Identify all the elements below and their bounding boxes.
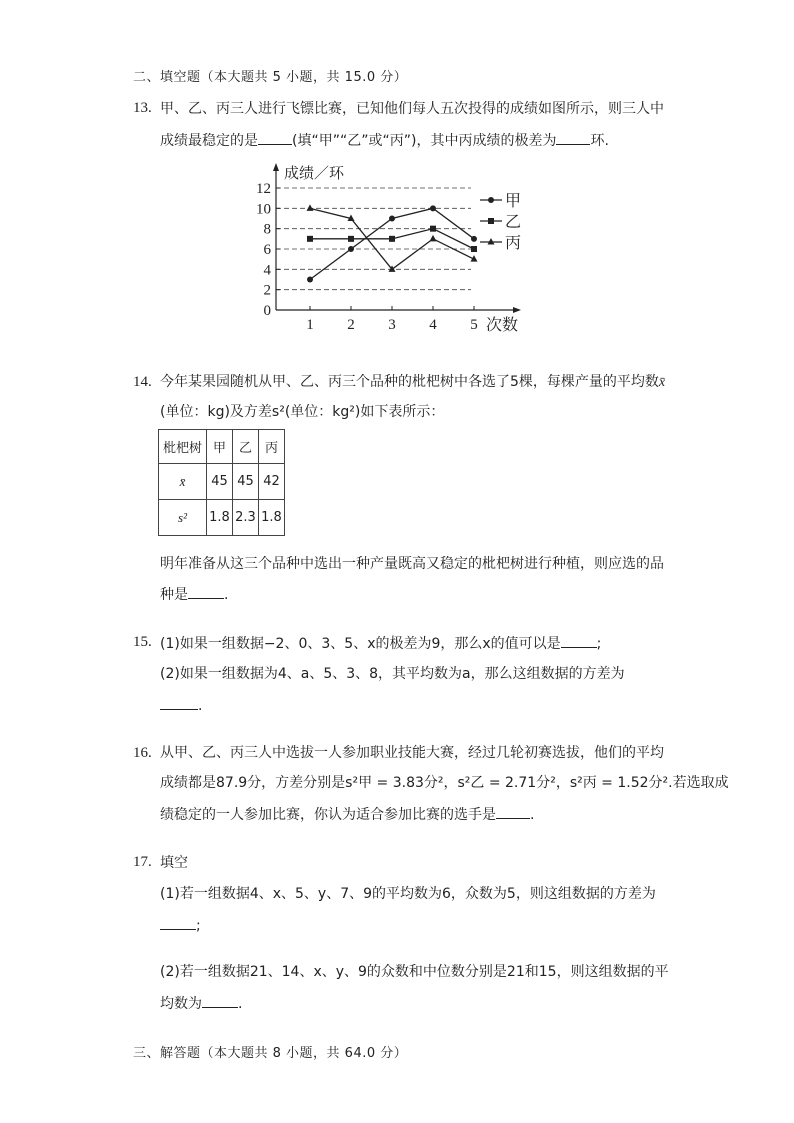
q16-line-3 bbox=[160, 804, 534, 825]
q15-line-3-end: . bbox=[198, 698, 203, 714]
q13-answer-blank-2[interactable] bbox=[556, 130, 590, 145]
loquat-yield-table bbox=[158, 429, 285, 536]
data-point bbox=[348, 236, 354, 242]
q14-line-3: 明年准备从这三个品种中选出一种产量既高又稳定的枇杷树进行种植，则应选的品 bbox=[160, 556, 664, 572]
x-tick-label: 4 bbox=[429, 317, 437, 333]
q17-part1-line-1: (1)若一组数据4、x、5、y、7、9的平均数为6，众数为5，则这组数据的方差为 bbox=[160, 886, 656, 902]
section-2-header: 二、填空题（本大题共 5 小题，共 15.0 分） bbox=[133, 70, 408, 85]
q16-line-3-text: 绩稳定的一人参加比赛，你认为适合参加比赛的选手是 bbox=[160, 807, 496, 823]
data-point bbox=[389, 216, 395, 222]
x-tick-label: 3 bbox=[388, 317, 396, 333]
table-cell: 45 bbox=[233, 464, 259, 500]
q17-part2-end: . bbox=[238, 996, 243, 1012]
table-cell: s² bbox=[159, 500, 207, 536]
data-point bbox=[389, 236, 395, 242]
q14-number: 14. bbox=[133, 374, 152, 390]
legend-marker bbox=[488, 197, 494, 203]
q17-part1-end: ; bbox=[196, 918, 201, 934]
q15-line-2: (2)如果一组数据为4、a、5、3、8，其平均数为a，那么这组数据的方差为 bbox=[160, 666, 625, 682]
q17-part1-line-2 bbox=[160, 915, 201, 936]
data-point bbox=[307, 236, 313, 242]
table-cell: 丙 bbox=[259, 430, 285, 464]
q13-line-2 bbox=[160, 130, 609, 151]
q14-line-1 bbox=[160, 372, 665, 393]
q15-line-1-text: (1)如果一组数据−2、0、3、5、x的极差为9，那么x的值可以是 bbox=[160, 636, 561, 652]
q14-line-1-text: 今年某果园随机从甲、乙、丙三个品种的枇杷树中各选了5棵，每棵产量的平均数 bbox=[160, 374, 659, 390]
q13-text-b: (填“甲”“乙”或“丙”)，其中丙成绩的极差为 bbox=[292, 133, 557, 149]
section-3-header: 三、解答题（本大题共 8 小题，共 64.0 分） bbox=[133, 1046, 408, 1061]
y-tick-label: 6 bbox=[263, 242, 271, 258]
q15-number: 15. bbox=[133, 634, 152, 650]
data-point bbox=[348, 246, 354, 252]
table-row bbox=[159, 464, 285, 500]
data-point bbox=[430, 226, 436, 232]
data-point bbox=[471, 246, 477, 252]
q14-line-2: (单位：kg)及方差s²(单位：kg²)如下表所示： bbox=[160, 404, 445, 420]
q17-title: 填空 bbox=[160, 855, 188, 871]
table-row bbox=[159, 430, 285, 464]
table-cell: 45 bbox=[207, 464, 233, 500]
q17-number: 17. bbox=[133, 854, 152, 870]
q13-text-a: 成绩最稳定的是 bbox=[160, 133, 258, 149]
y-tick-label: 0 bbox=[263, 303, 271, 319]
y-tick-label: 12 bbox=[256, 181, 271, 197]
q15-answer-blank-1[interactable] bbox=[561, 633, 597, 648]
legend-label: 乙 bbox=[505, 212, 522, 231]
q13-number: 13. bbox=[133, 100, 152, 116]
q16-line-2: 成绩都是87.9分，方差分别是s²甲 = 3.83分²，s²乙 = 2.71分²，s²丙 = 1.52分².若选取成 bbox=[160, 775, 729, 791]
q15-line-1 bbox=[160, 633, 601, 654]
table-cell: 乙 bbox=[233, 430, 259, 464]
x-axis-label: 次数 bbox=[486, 315, 519, 334]
q15-line-3 bbox=[160, 695, 202, 716]
q14-line-4-end: . bbox=[224, 587, 229, 603]
q13-line-1: 甲、乙、丙三人进行飞镖比赛，已知他们每人五次投得的成绩如图所示，则三人中 bbox=[160, 101, 664, 117]
y-axis-arrow bbox=[273, 163, 279, 171]
x-tick-label: 5 bbox=[470, 317, 478, 333]
table-row bbox=[159, 500, 285, 536]
x-tick-label: 2 bbox=[347, 317, 355, 333]
q17-answer-blank-2[interactable] bbox=[202, 993, 238, 1008]
legend-label: 丙 bbox=[505, 233, 522, 252]
table-cell: 甲 bbox=[207, 430, 233, 464]
table-cell: 2.3 bbox=[233, 500, 259, 536]
q17-answer-blank-1[interactable] bbox=[160, 915, 196, 930]
q13-answer-blank-1[interactable] bbox=[258, 130, 292, 145]
x-axis-arrow bbox=[513, 307, 521, 313]
q16-line-3-end: . bbox=[530, 807, 535, 823]
table-cell: x̄ bbox=[159, 464, 207, 500]
y-tick-label: 4 bbox=[263, 262, 271, 279]
score-line-chart bbox=[258, 160, 533, 335]
q16-line-1: 从甲、乙、丙三人中选拔一人参加职业技能大赛，经过几轮初赛选拔，他们的平均 bbox=[160, 745, 664, 761]
legend-marker bbox=[488, 238, 495, 245]
q15-line-1-end: ; bbox=[596, 636, 602, 652]
q17-part2-line-1: (2)若一组数据21、14、x、y、9的众数和中位数分别是21和15，则这组数据的平 bbox=[160, 964, 669, 980]
legend-label: 甲 bbox=[505, 191, 522, 210]
legend-marker bbox=[488, 218, 494, 224]
q16-answer-blank[interactable] bbox=[496, 804, 530, 819]
table-cell: 42 bbox=[259, 464, 285, 500]
q15-answer-blank-2[interactable] bbox=[160, 695, 198, 710]
data-point bbox=[307, 277, 313, 283]
q14-mean-symbol: x̄ bbox=[658, 375, 666, 390]
data-point bbox=[307, 204, 314, 211]
q14-answer-blank[interactable] bbox=[188, 584, 224, 599]
y-axis-label: 成绩／环 bbox=[284, 164, 345, 182]
data-point bbox=[430, 235, 437, 242]
q17-part2-text: 均数为 bbox=[160, 996, 202, 1012]
q14-line-4-text: 种是 bbox=[160, 587, 188, 603]
table-cell: 1.8 bbox=[207, 500, 233, 536]
x-tick-label: 1 bbox=[306, 317, 314, 333]
y-tick-label: 8 bbox=[263, 221, 271, 238]
table-cell: 1.8 bbox=[259, 500, 285, 536]
q13-text-c: 环. bbox=[590, 133, 609, 149]
data-point bbox=[471, 236, 477, 242]
y-tick-label: 10 bbox=[256, 201, 271, 218]
y-tick-label: 2 bbox=[263, 282, 271, 299]
q14-line-4 bbox=[160, 584, 228, 605]
q16-number: 16. bbox=[133, 745, 152, 761]
data-point bbox=[430, 205, 436, 211]
q17-part2-line-2 bbox=[160, 993, 242, 1014]
table-cell: 枇杷树 bbox=[159, 430, 207, 464]
